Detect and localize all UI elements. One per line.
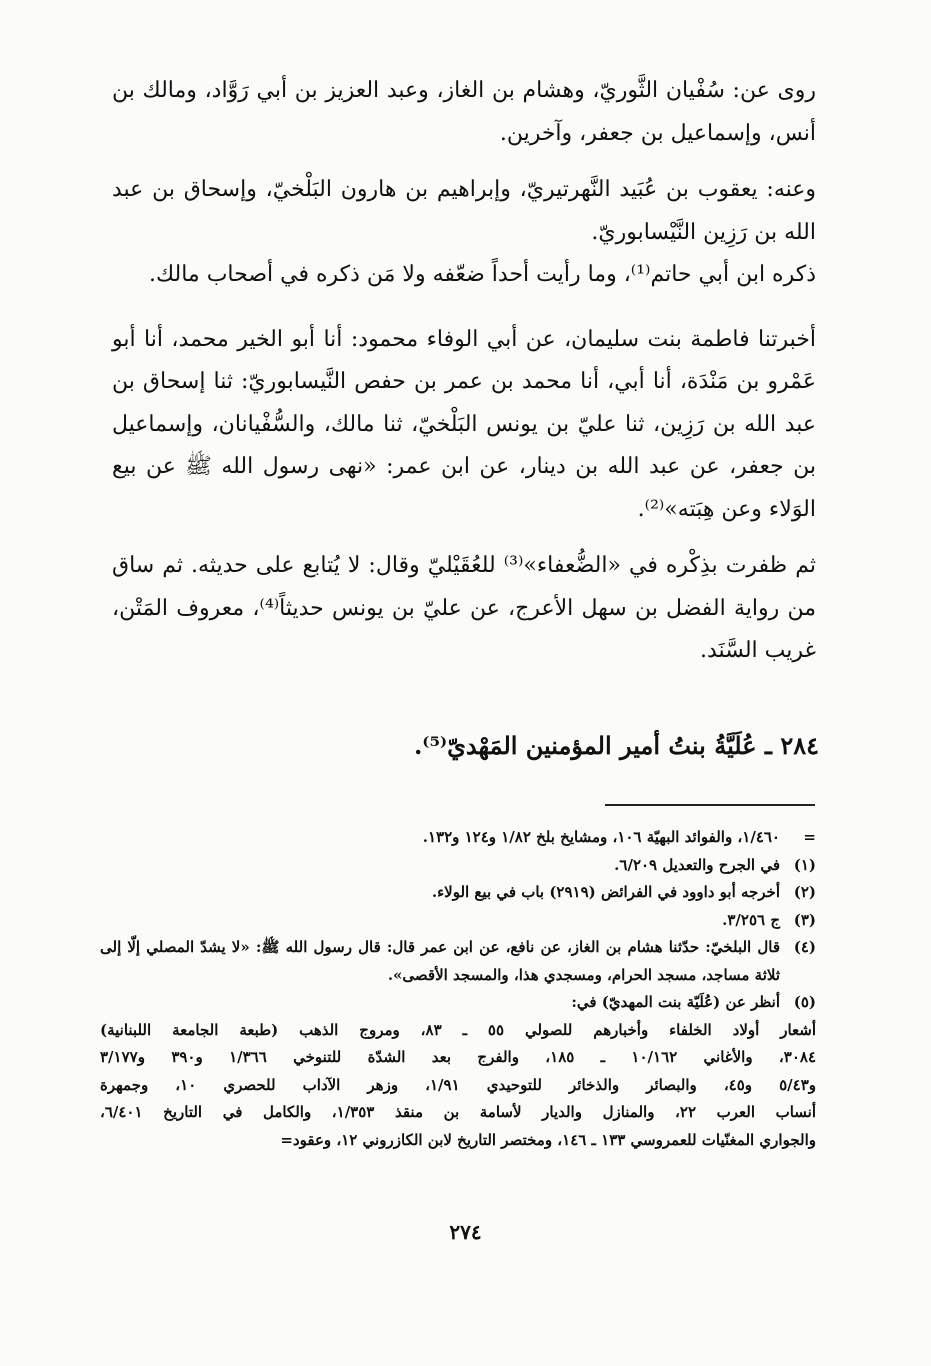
footnote-5 [100, 989, 816, 1017]
footnote-number: (٣) [793, 910, 816, 929]
footnote-text: ج ٣/٢٥٦. [722, 910, 780, 929]
paragraph-isnad: أخبرتنا فاطمة بنت سليمان، عن أبي الوفاء محمود: أنا أبو الخير محمد، أنا أبو عَمْرو بن مَنْدَة، أنا أبي، أنا محمد بن عمر بن حفص النَّيسابوريّ: ثنا إسحاق بن عبد الله بن رَزِين، ثنا عليّ بن يونس البَلْخيّ، ثنا مالك، والسُّفْيانان، وإسماعيل بن جعفر، عن عبد الله بن دينار، عن ابن عمر: «نهى رسول الله ﷺ عن بيع الوَلاء وعن هِبَته»⁽²⁾. [112, 326, 816, 522]
footnote-number: (٤) [793, 938, 816, 956]
footnote-5-line: أشعار أولاد الخلفاء وأخبارهم للصولي ٥٥ ـ ٨٣، ومروج الذهب (طبعة الجامعة اللبنانية) [100, 1020, 816, 1039]
paragraph-narrated-from: روى عن: سُفْيان الثَّوريّ، وهشام بن الغاز، وعبد العزيز بن أبي رَوَّاد، ومالك بن أنس، وإسماعيل بن جعفر، وآخرين. [112, 78, 816, 146]
paragraph-uqayli: ثم ظفرت بذِكْره في «الضُّعفاء»⁽³⁾ للعُقَيْليّ وقال: لا يُتابع على حديثه. ثم ساق من رواية الفضل بن سهل الأعرج، عن عليّ بن يونس حديثاً⁽⁴⁾، معروف المَتْن، غريب السَّنَد. [112, 553, 816, 663]
footnote-5-sources [100, 1017, 816, 1155]
page-number: ٢٧٤ [449, 1220, 482, 1244]
footnote-5-line: أنساب العرب ٢٢، والمنازل والديار لأسامة بن منقذ ١/٣٥٣، والكامل في التاريخ ٦/٤٠١، [100, 1103, 817, 1121]
main-text [112, 70, 816, 673]
footnote-5-line: و٥/٤٣ و٤٥، والبصائر والذخائر للتوحيدي ١/٩١، وزهر الآداب للحصري ١٠، وجمهرة [100, 1075, 817, 1094]
footnote-text: أخرجه أبو داوود في الفرائض (٢٩١٩) باب في بيع الولاء. [431, 883, 780, 901]
footnote-1 [100, 852, 816, 880]
footnotes [100, 824, 816, 1154]
footnote-text: قال البلخيّ: حدّثنا هشام بن الغاز، عن نافع، عن ابن عمر قال: قال رسول الله ﷺ: «لا يشدّ المصلي إلّا إلى ثلاثة مساجد، مسجد الحرام، ومسجدي هذا، والمسجد الأقصى». [100, 938, 780, 984]
footnote-number: = [803, 828, 816, 846]
footnote-text: في الجرح والتعديل ٦/٢٠٩. [614, 855, 780, 874]
footnote-3 [100, 907, 816, 935]
paragraph-mention: ذكره ابن أبي حاتم⁽¹⁾، وما رأيت أحداً ضعّفه ولا مَن ذكره في أصحاب مالك. [148, 262, 816, 287]
footnote-number: (٢) [793, 883, 816, 901]
footnote-5-line: والجواري المغنّيات للعمروسي ١٣٣ ـ ١٤٦، ومختصر التاريخ لابن الكازروني ١٢، وعقود= [280, 1130, 816, 1149]
footnote-text: أنظر عن (عُلَيّة بنت المهديّ) في: [571, 993, 780, 1011]
paragraph-narrators: وعنه: يعقوب بن عُبَيد النَّهرتيريّ، وإبراهيم بن هارون البَلْخيّ، وإسحاق بن عبد الله بن رَزِين النَّيْسابوريّ. [112, 177, 816, 245]
footnote-separator [605, 804, 815, 806]
footnote-4 [100, 934, 816, 989]
footnote-continuation [100, 824, 816, 852]
footnote-number: (١) [793, 855, 816, 874]
footnote-text: ١/٤٦٠، والفوائد البهيّة ١٠٦، ومشايخ بلخ ١/٨٢ و١٢٤ و١٣٢. [422, 828, 780, 846]
footnote-5-line: ٣٠٨٤، والأغاني ١٠/١٦٢ ـ ١٨٥، والفرج بعد الشدّة للتنوخي ١/٣٦٦ و٣٩٠ و٣/١٧٧ [100, 1048, 817, 1066]
entry-heading: ٢٨٤ ـ عُلَيَّةُ بنتُ أمير المؤمنين المَهْديّ⁽⁵⁾. [413, 731, 819, 760]
footnote-number: (٥) [793, 993, 816, 1011]
footnote-2 [100, 879, 816, 907]
